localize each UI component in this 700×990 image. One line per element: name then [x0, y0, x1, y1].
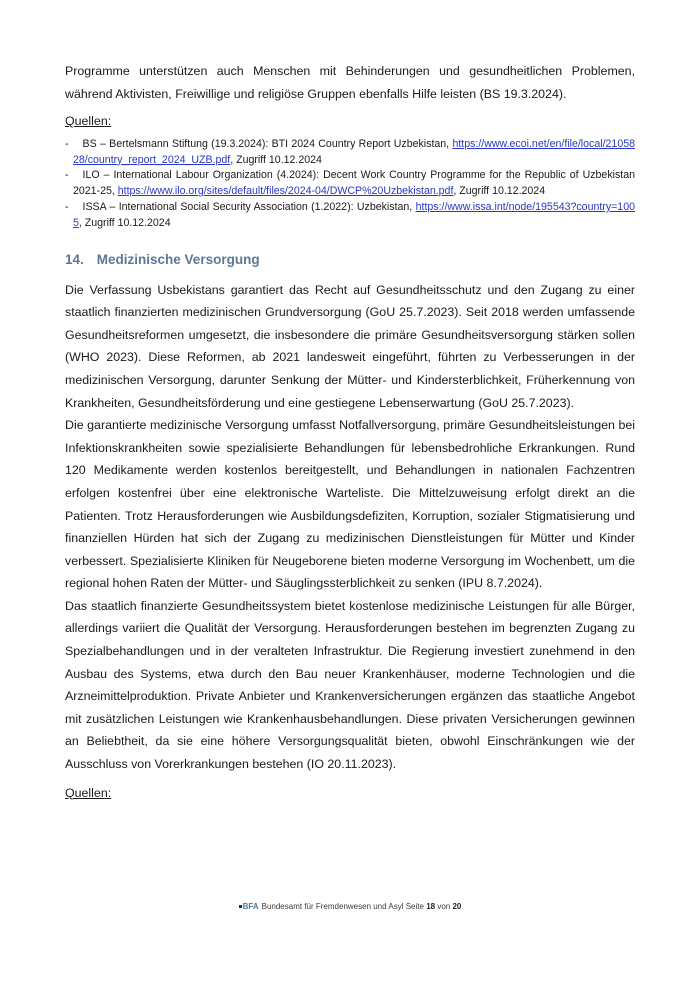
- bfa-logo-mark-icon: [239, 905, 242, 908]
- source-access-date: , Zugriff 10.12.2024: [230, 153, 322, 166]
- sources-heading-bottom: Quellen:: [65, 785, 112, 800]
- bullet-dash: -: [65, 169, 69, 182]
- body-paragraph: Das staatlich finanzierte Gesundheitssystem bietet kostenlose medizinische Leistungen für alle Bürger, allerdings variiert die Qualität der Versorgung. Herausforderungen bestehen im begrenzten Zugang zu Spezialbehandlungen und in der veralteten Infrastruktur. Die Regierung investiert zunehmend in den Ausbau des Systems, etwa durch den Bau neuer Krankenhäuser, moderne Technologien und die Arzneimittelproduktion. Private Anbieter und Krankenversicherungen ergänzen das staatliche Angebot mit zusätzlichen Leistungen wie Krankenhausbehandlungen. Diese privaten Versicherungen gewinnen an Beliebtheit, da sie eine höhere Versorgungsqualität bieten, obwohl Einschränkungen wie der Ausschluss von Vorerkrankungen bestehen (IO 20.11.2023).: [65, 598, 635, 772]
- bullet-dash: -: [65, 200, 69, 213]
- source-list: [65, 137, 635, 232]
- source-link-ilo[interactable]: https://www.ilo.org/sites/default/files/2024-04/DWCP%20Uzbekistan.pdf: [117, 185, 454, 198]
- body-paragraph: Die Verfassung Usbekistans garantiert das Recht auf Gesundheitsschutz und den Zugang zu einer staatlich finanzierten medizinischen Grundversorgung (GoU 25.7.2023). Seit 2018 werden umfassende Gesundheitsreformen umgesetzt, die insbesondere die primäre Gesundheitsversorgung stärken sollen (WHO 2023). Diese Reformen, ab 2021 landesweit eingeführt, führten zu Verbesserungen in der medizinischen Versorgung, darunter Senkung der Mütter- und Kindersterblichkeit, Früherkennung von Krankheiten, Gesundheitsförderung und eine gestiegene Lebenserwartung (GoU 25.7.2023).: [65, 282, 635, 410]
- bullet-dash: -: [65, 137, 69, 150]
- footer-page-current: 18: [426, 902, 436, 911]
- section-body: [65, 279, 635, 776]
- source-access-date: , Zugriff 10.12.2024: [78, 216, 171, 229]
- source-link-ecoi[interactable]: https://www.ecoi.net/en/file/local/2105828/country_report_2024_UZB.pdf: [73, 137, 635, 166]
- section-heading: [65, 250, 635, 270]
- source-link-issa[interactable]: https://www.issa.int/node/195543?country=1005: [73, 200, 635, 229]
- sources-heading-top: Quellen:: [65, 114, 112, 129]
- source-access-date: , Zugriff 10.12.2024: [453, 185, 546, 198]
- source-text: BS – Bertelsmann Stiftung (19.3.2024): BTI 2024 Country Report Uzbekistan,: [82, 137, 453, 150]
- body-paragraph: Die garantierte medizinische Versorgung umfasst Notfallversorgung, primäre Gesundheitsleistungen bei Infektionskrankheiten sowie spezialisierte Behandlungen für lebensbedrohliche Erkrankungen. Rund 120 Medikamente werden kostenlos bereitgestellt, und Behandlungen in nationalen Fachzentren erfolgen kostenfrei über eine elektronische Warteliste. Die Mittelzuweisung erfolgt direkt an die Patienten. Trotz Herausforderungen wie Ausbildungsdefiziten, Korruption, sozialer Stigmatisierung und finanziellen Hürden hat sich der Zugang zu medizinischen Dienstleistungen für Mütter und Kinder verbessert. Spezialisierte Kliniken für Neugeborene bieten moderne Versorgung im Wochenbett, um die regional hohen Raten der Mütter- und Säuglingssterblichkeit zu senken (IPU 8.7.2024).: [65, 418, 635, 591]
- section-title: Medizinische Versorgung: [96, 251, 260, 267]
- source-text: ILO – International Labour Organization (4.2024): Decent Work Country Programme for the Republic of Uzbekistan 2021-25,: [73, 169, 635, 198]
- source-text: ISSA – International Social Security Association (1.2022): Uzbekistan,: [82, 200, 416, 213]
- page-footer: [0, 901, 700, 913]
- intro-paragraph: Programme unterstützen auch Menschen mit Behinderungen und gesundheitlichen Problemen, während Aktivisten, Freiwillige und religiöse Gruppen ebenfalls Hilfe leisten (BS 19.3.2024).: [65, 64, 635, 101]
- source-item-bs: [65, 137, 635, 169]
- source-item-issa: [65, 200, 635, 232]
- section-number: 14.: [65, 251, 84, 267]
- footer-org-text: Bundesamt für Fremdenwesen und Asyl: [261, 902, 404, 911]
- footer-page-separator: von: [437, 902, 451, 911]
- source-item-ilo: [65, 168, 635, 200]
- footer-page-label: Seite: [405, 902, 424, 911]
- bfa-logo: BFA: [242, 902, 259, 911]
- footer-page-total: 20: [452, 902, 462, 911]
